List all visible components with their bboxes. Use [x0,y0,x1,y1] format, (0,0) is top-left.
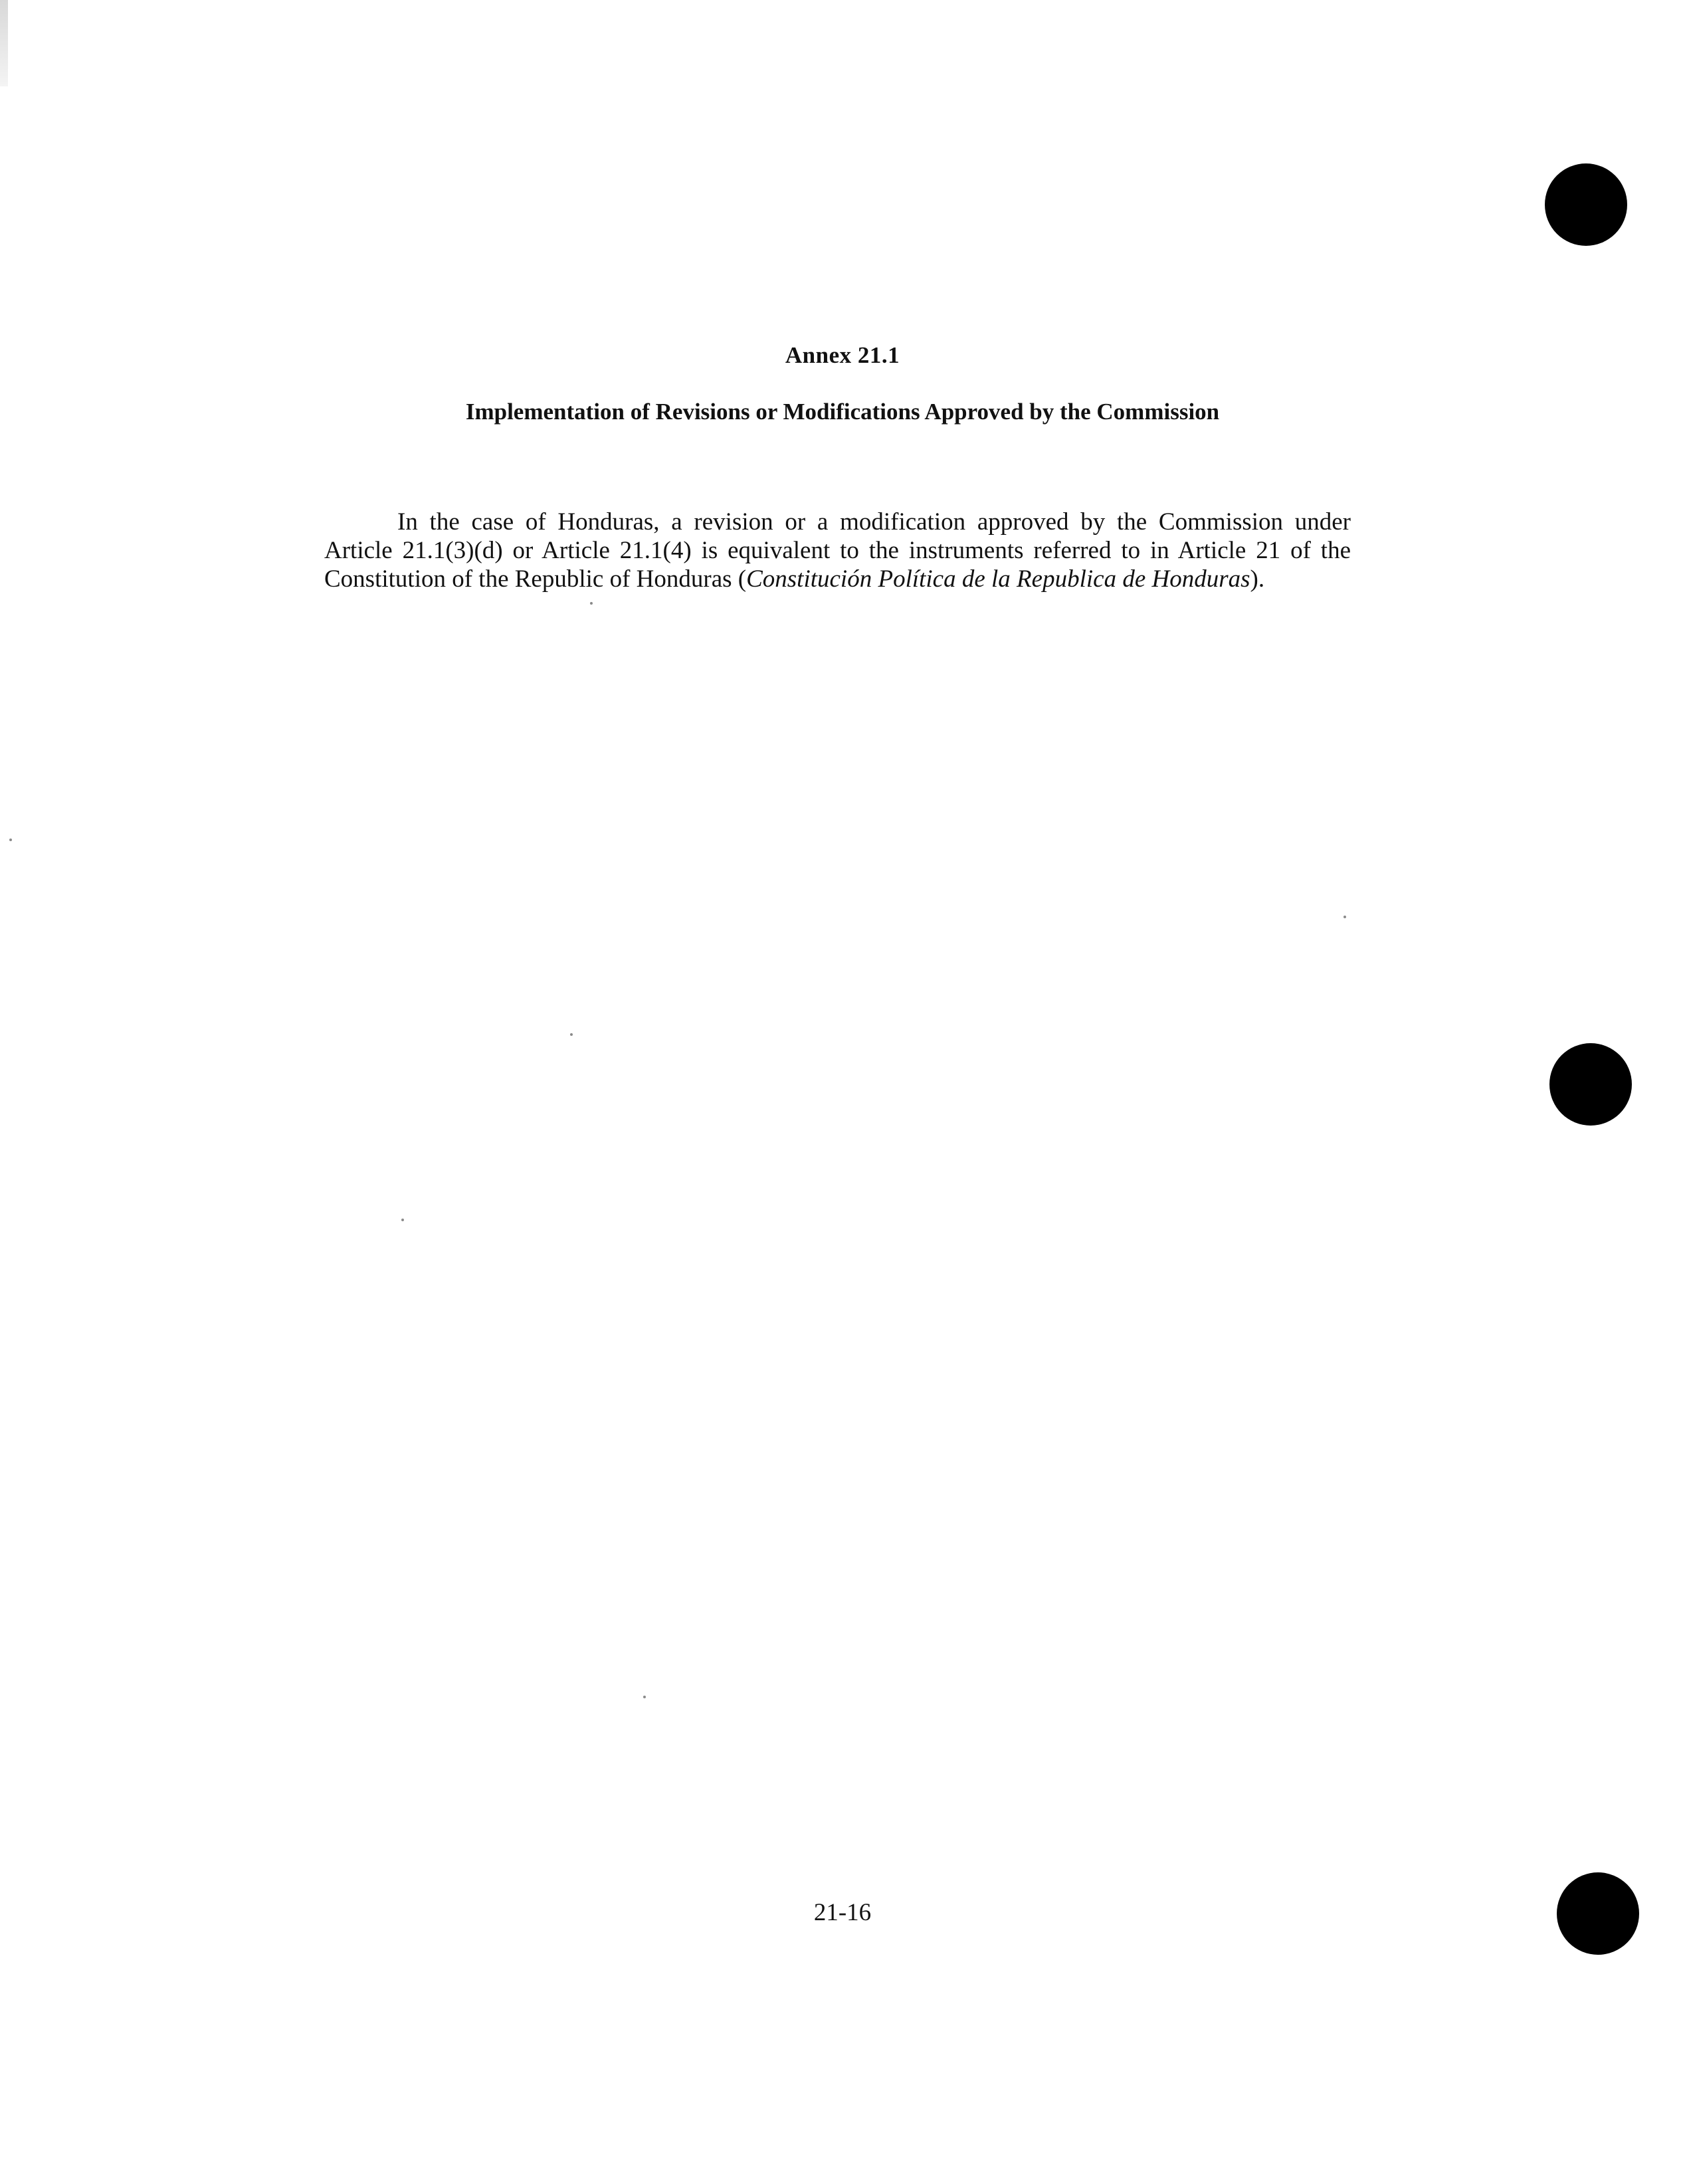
constitution-title-italic: Constitución Política de la Republica de Honduras [746,565,1250,593]
scan-speck [570,1033,573,1036]
body-paragraph [324,508,1351,593]
annex-title: Annex 21.1 [785,342,900,368]
page-number: 21-16 [813,1899,872,1926]
scan-speck [643,1696,646,1698]
body-line-3-end: ). [1250,565,1265,593]
annex-subtitle: Implementation of Revisions or Modifications Approved by the Commission [465,399,1220,425]
punch-hole-top [1545,163,1627,246]
scan-speck [401,1219,404,1221]
scan-speck [590,602,593,605]
body-line-2: Article 21.1(3)(d) or Article 21.1(4) is equivalent to the instruments referred to in Article 21 of the [324,537,1351,564]
body-line-3 [324,565,1351,593]
scan-edge-mark [0,0,8,86]
scan-speck [1343,916,1346,918]
body-line-3-text: Constitution of the Republic of Honduras ( [324,565,747,593]
punch-hole-middle [1549,1043,1632,1126]
scan-speck [9,839,12,841]
body-line-1: In the case of Honduras, a revision or a modification approved by the Commission under [397,508,1351,536]
